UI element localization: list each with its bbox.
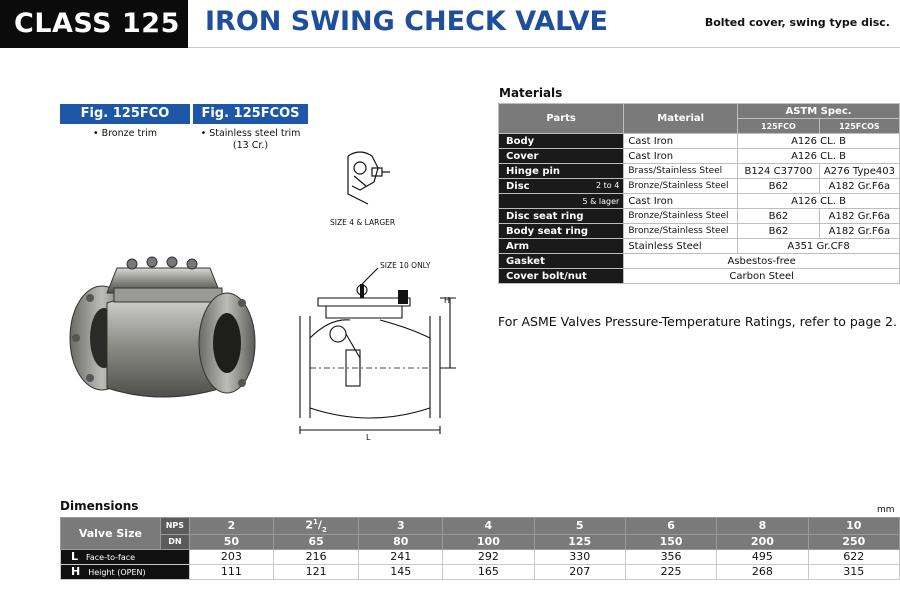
fig-125fcos-label: Fig. 125FCOS (193, 104, 308, 124)
col-material: Material (624, 104, 738, 134)
table-row: Body Cast Iron A126 CL. B (499, 134, 900, 149)
dim-l-label: L (366, 433, 371, 442)
materials-title: Materials (499, 86, 563, 100)
dim-h-label: H (444, 296, 451, 305)
page-title: IRON SWING CHECK VALVE (205, 6, 608, 37)
table-row: Disc seat ring Bronze/Stainless Steel B62 A182 Gr.F6a (499, 209, 900, 224)
table-row: 5 & lager Cast Iron A126 CL. B (499, 194, 900, 209)
table-row: L Face-to-face 203 216 241 292 330 356 495 622 (61, 549, 900, 564)
dimensions-table: Valve Size NPS 2 $2^1/_2$ 3 4 5 6 8 10 DN 50 65 80 100 125 150 200 250 L Face-to-face 203 216 241 292 330 356 495 622 H Height (OPEN) 111 121 145 165 207 225 268 315 (60, 517, 900, 580)
valve-photo (62, 248, 262, 408)
col-125fcos: 125FCOS (819, 119, 899, 134)
fig-125fco-note: • Bronze trim (92, 128, 158, 139)
nps-2-1-2: $2^1/_2$ (273, 518, 359, 535)
size4-caption: SIZE 4 & LARGER (330, 218, 396, 227)
table-row: Hinge pin Brass/Stainless Steel B124 C37700 A276 Type403 (499, 164, 900, 179)
table-row: Gasket Asbestos-free (499, 254, 900, 269)
dimensions-title: Dimensions (60, 499, 139, 513)
fig-125fco-label: Fig. 125FCO (60, 104, 190, 124)
valve-size-label: Valve Size (61, 518, 161, 550)
cross-section-drawing (290, 258, 470, 453)
page-subtitle: Bolted cover, swing type disc. (704, 16, 890, 29)
header-divider (188, 47, 900, 48)
col-astm: ASTM Spec. (738, 104, 900, 119)
table-row: Body seat ring Bronze/Stainless Steel B62 A182 Gr.F6a (499, 224, 900, 239)
table-row: Arm Stainless Steel A351 Gr.CF8 (499, 239, 900, 254)
disc-size-cell: 5 & lager (499, 194, 624, 209)
table-row: Cover bolt/nut Carbon Steel (499, 269, 900, 284)
unit-label: mm (877, 505, 895, 515)
size10-caption: SIZE 10 ONLY (380, 261, 431, 270)
fig-125fcos-note: • Stainless steel trim (13 Cr.) (200, 128, 301, 151)
col-125fco: 125FCO (738, 119, 820, 134)
table-row: H Height (OPEN) 111 121 145 165 207 225 268 315 (61, 564, 900, 579)
table-row: Disc 2 to 4 Bronze/Stainless Steel B62 A182 Gr.F6a (499, 179, 900, 194)
materials-table (498, 103, 900, 284)
disc-part-cell: Disc 2 to 4 (499, 179, 624, 194)
nps-label: NPS (160, 518, 189, 535)
asme-note: For ASME Valves Pressure-Temperature Ratings, refer to page 2. (498, 314, 897, 329)
class-label: CLASS 125 (0, 0, 188, 48)
dn-label: DN (160, 534, 189, 549)
col-parts: Parts (499, 104, 624, 134)
size4-detail-drawing (338, 146, 398, 211)
table-row: Cover Cast Iron A126 CL. B (499, 149, 900, 164)
